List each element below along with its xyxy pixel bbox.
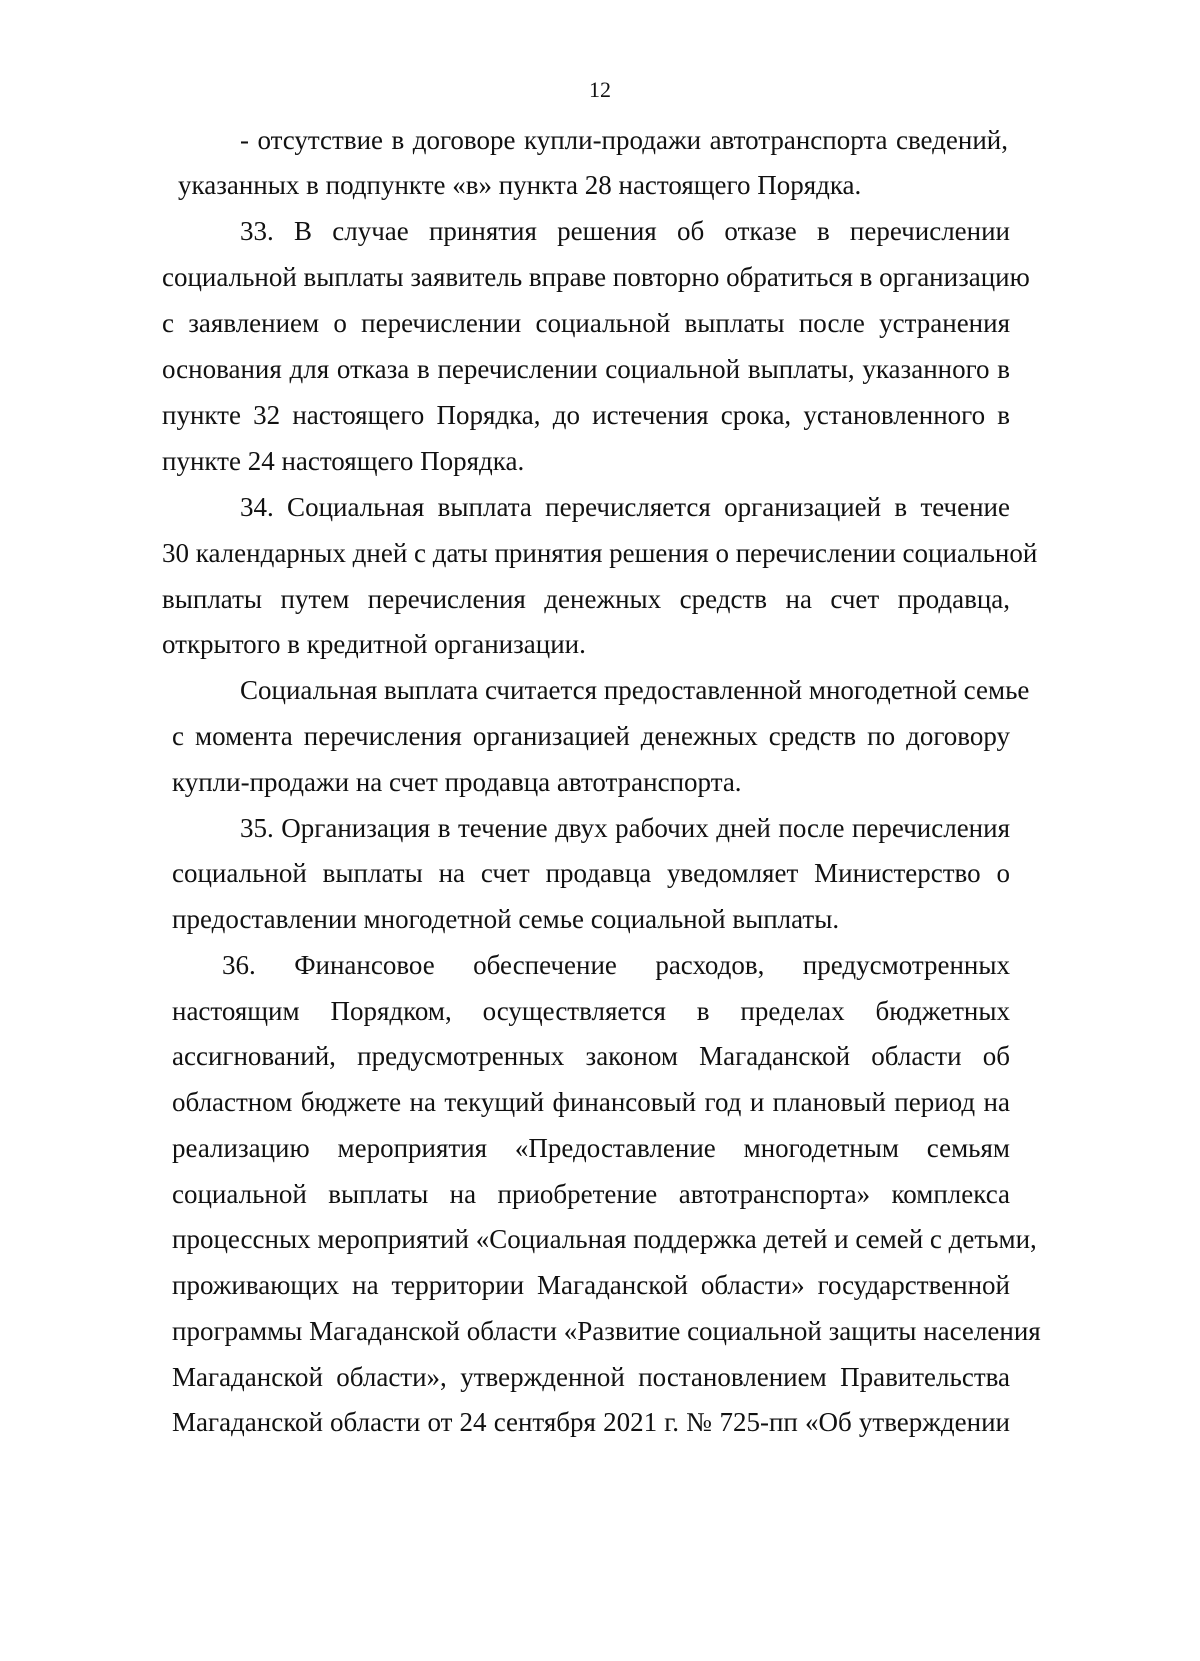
text-line: социальной выплаты на счет продавца уведомляет Министерство о	[172, 858, 1010, 888]
text-line: - отсутствие в договоре купли-продажи автотранспорта сведений,	[240, 125, 1008, 155]
text-line: пункте 32 настоящего Порядка, до истечения срока, установленного в	[162, 400, 1010, 430]
text-line: указанных в подпункте «в» пункта 28 настоящего Порядка.	[178, 170, 862, 200]
text-line: Социальная выплата считается предоставленной многодетной семье	[240, 675, 1030, 705]
text-line: социальной выплаты на приобретение автотранспорта» комплекса	[172, 1179, 1010, 1209]
text-line: социальной выплаты заявитель вправе повторно обратиться в организацию	[162, 262, 1030, 292]
text-line: процессных мероприятий «Социальная поддержка детей и семей с детьми,	[172, 1224, 1037, 1254]
page-number: 12	[589, 77, 611, 102]
text-line: купли-продажи на счет продавца автотранспорта.	[172, 767, 742, 797]
text-line: открытого в кредитной организации.	[162, 629, 586, 659]
text-line: областном бюджете на текущий финансовый год и плановый период на	[172, 1087, 1010, 1117]
text-line: проживающих на территории Магаданской области» государственной	[172, 1270, 1010, 1300]
text-line: реализацию мероприятия «Предоставление многодетным семьям	[172, 1133, 1010, 1163]
text-line: с заявлением о перечислении социальной выплаты после устранения	[162, 308, 1010, 338]
text-line: 35. Организация в течение двух рабочих дней после перечисления	[240, 813, 1010, 843]
text-line: 33. В случае принятия решения об отказе в перечислении	[240, 216, 1010, 246]
text-line: Магаданской области», утвержденной постановлением Правительства	[172, 1362, 1010, 1392]
text-line: настоящим Порядком, осуществляется в пределах бюджетных	[172, 996, 1010, 1026]
text-line: 36. Финансовое обеспечение расходов, предусмотренных	[222, 950, 1010, 980]
text-line: ассигнований, предусмотренных законом Магаданской области об	[172, 1041, 1010, 1071]
text-line: программы Магаданской области «Развитие социальной защиты населения	[172, 1316, 1041, 1346]
text-line: 34. Социальная выплата перечисляется организацией в течение	[240, 492, 1010, 522]
text-line: предоставлении многодетной семье социальной выплаты.	[172, 904, 840, 934]
text-line: выплаты путем перечисления денежных средств на счет продавца,	[162, 584, 1010, 614]
text-line: 30 календарных дней с даты принятия решения о перечислении социальной	[162, 538, 1038, 568]
text-line: основания для отказа в перечислении социальной выплаты, указанного в	[162, 354, 1010, 384]
text-line: Магаданской области от 24 сентября 2021 г. № 725-пп «Об утверждении	[172, 1407, 1010, 1437]
text-line: с момента перечисления организацией денежных средств по договору	[172, 721, 1010, 751]
text-line: пункте 24 настоящего Порядка.	[162, 446, 525, 476]
